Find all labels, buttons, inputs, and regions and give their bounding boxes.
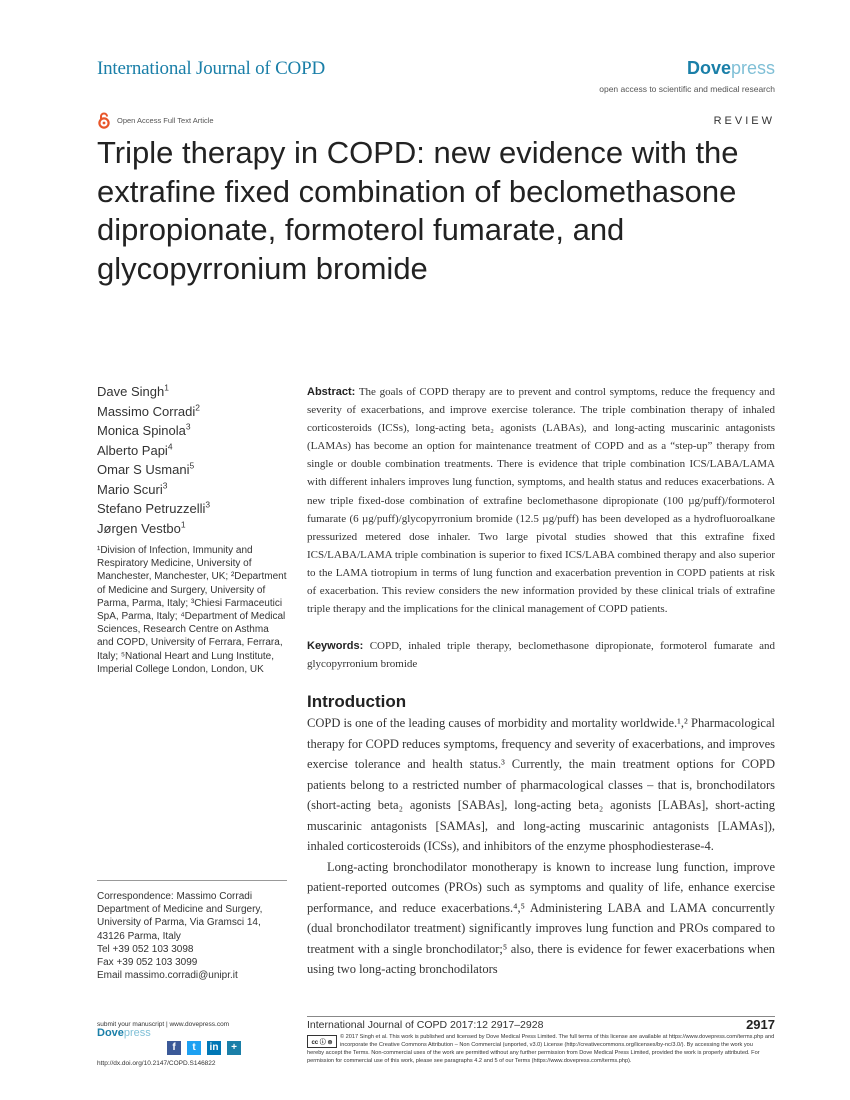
correspondence-line: University of Parma, Via Gramsci 14, (97, 917, 261, 929)
page-number: 2917 (746, 1017, 775, 1032)
license-text: © 2017 Singh et al. This work is published and licensed by Dove Medical Press Limited. The full terms of this license are available at https://www.dovepress.com/terms.php and incorporate the Creative Commons Attribution – Non Commercial (unported, v3.0) License (http://creativecommons.org/licenses/by-nc/3.0/). By accessing the work you (340, 1034, 775, 1048)
correspondence-line: Correspondence: Massimo Corradi (97, 891, 253, 902)
footer-logo[interactable]: Dovepress (97, 1027, 151, 1039)
author[interactable]: Stefano Petruzzelli$^3$ (97, 499, 211, 516)
article-type: REVIEW (713, 115, 775, 127)
keywords (307, 637, 775, 673)
author[interactable]: Dave Singh$^1$ (97, 382, 169, 399)
author[interactable]: Omar S Usmani$^5$ (97, 460, 195, 477)
abstract-label: Abstract: (307, 386, 356, 398)
author[interactable]: Massimo Corradi$^2$ (97, 402, 200, 419)
share-icon[interactable]: + (227, 1041, 241, 1055)
open-access-label: Open Access Full Text Article (117, 116, 214, 125)
brand-light: press (730, 58, 775, 78)
paragraph: Long-acting bronchodilator monotherapy is known to increase lung function, improve patient-reported outcomes (PROs) such as symptoms and quality of life, enhance exercise performance, and reduce exacerbations.⁴,⁵ Administering LABA and LAMA concurrently (dual bronchodilator treatment) significantly improves lung function and PROs compared to treatment with a single bronchodilator;⁵ also, there is evidence for fewer exacerbations when using two long-acting bronchodilators (307, 859, 775, 976)
correspondence-line: 43126 Parma, Italy (97, 930, 181, 942)
facebook-icon[interactable]: f (167, 1041, 181, 1055)
author[interactable]: Alberto Papi$^4$ (97, 441, 173, 458)
social-links (167, 1041, 241, 1055)
abstract (307, 383, 775, 618)
divider (307, 1016, 775, 1017)
correspondence-email[interactable]: Email massimo.corradi@unipr.it (97, 970, 238, 982)
open-access-badge (97, 112, 214, 129)
cc-license-icon[interactable]: cc ⓘ ⊜ (307, 1035, 337, 1048)
keywords-text: COPD, inhaled triple therapy, beclomethasone dipropionate, formoterol fumarate and glycopyrronium bromide (307, 640, 776, 671)
publisher-tagline: open access to scientific and medical research (599, 84, 775, 94)
correspondence-line: Tel +39 052 103 3098 (97, 943, 194, 955)
affiliations: ¹Division of Infection, Immunity and Respiratory Medicine, University of Manchester, Manchester, UK; ²Department of Medicine and Surgery, University of Parma, Parma, Italy; ³Chiesi Farmaceutici SpA, Parma, Italy; ⁴Department of Medical Sciences, Research Centre on Asthma and COPD, University of Ferrara, Ferrara, Italy; ⁵National Heart and Lung Institute, Imperial College London, London, UK (97, 545, 287, 675)
author-list (97, 382, 210, 538)
correspondence (97, 890, 287, 982)
journal-name: International Journal of COPD (97, 58, 325, 79)
submit-link[interactable]: submit your manuscript | www.dovepress.com (97, 1021, 230, 1028)
footer-citation: International Journal of COPD 2017:12 2917–2928 (307, 1019, 544, 1031)
article-title: Triple therapy in COPD: new evidence with the extrafine fixed combination of beclomethasone dipropionate, formoterol fumarate, and glycopyrronium bromide (97, 135, 739, 286)
author[interactable]: Monica Spinola$^3$ (97, 421, 191, 438)
linkedin-icon[interactable]: in (207, 1041, 221, 1055)
divider (97, 880, 287, 881)
open-access-icon (97, 112, 111, 129)
brand-bold: Dove (686, 58, 731, 78)
footer-left (97, 1020, 241, 1068)
section-heading: Introduction (307, 692, 407, 711)
doi-link[interactable]: http://dx.doi.org/10.2147/COPD.S146822 (97, 1060, 216, 1067)
publisher-logo[interactable] (687, 58, 775, 79)
keywords-label: Keywords: (307, 640, 364, 652)
author[interactable]: Jørgen Vestbo$^1$ (97, 519, 186, 536)
abstract-text: The goals of COPD therapy are to prevent and control symptoms, reduce the frequency and severity of exacerbations, and improve exercise tolerance. The triple combination therapy of inhaled corticosteroids (ICSs), long-acting beta₂ agonists (LABAs), and long-acting muscarinic antagonists (LAMAs) has become an option for maintenance treatment of COPD and as a “step-up” therapy from single or double combination treatments. There is evidence that triple combination ICS/LABA/LAMA with different inhalers improves lung function, symptoms, and health status and reduces exacerbations. A new triple fixed-dose combination of extrafine beclomethasone dipropionate (100 µg/puff)/formoterol fumarate (6 µg/puff)/glycopyrronium bromide (12.5 µg/puff) has been developed as a hydrofluoroalkane pressurized metered dose inhaler. Two large pivotal studies showed that this extrafine fixed ICS/LABA/LAMA triple combination is superior to fixed ICS/LABA combined therapy and also superior to the LAMA tiotropium in terms of lung function and exacerbation prevention in COPD patients at risk of exacerbation. This review considers the new information provided by these clinical trials of extrafine triple therapy and the implications for the clinical management of COPD patients. (307, 386, 775, 616)
correspondence-line: Department of Medicine and Surgery, (97, 904, 263, 916)
twitter-icon[interactable]: t (187, 1041, 201, 1055)
license-text-continued: hereby accept the Terms. Non-commercial uses of the work are permitted without any further permission from Dove Medical Press Limited, provided the work is properly attributed. For permission for commercial use of this work, please see paragraphs 4.2 and 5 of our Terms (https://www.dovepress.com/terms.php). (307, 1050, 760, 1064)
correspondence-line: Fax +39 052 103 3099 (97, 957, 198, 969)
introduction-body (307, 713, 775, 980)
author[interactable]: Mario Scuri$^3$ (97, 480, 168, 497)
paragraph: COPD is one of the leading causes of morbidity and mortality worldwide.¹,² Pharmacological therapy for COPD reduces symptoms, frequency and severity of exacerbations, and improves exercise tolerance and health status.³ Currently, the main treatment options for COPD patients belong to a restricted number of pharmacological classes – that is, bronchodilators (short-acting beta₂ agonists [SABAs], long-acting beta₂ agonists [LABAs], short-acting muscarinic antagonists [SAMAs], and long-acting muscarinic antagonists [LAMAs]), inhaled corticosteroids (ICSs), and inhibitors of the enzyme phosphodiesterase-4. (307, 716, 775, 853)
